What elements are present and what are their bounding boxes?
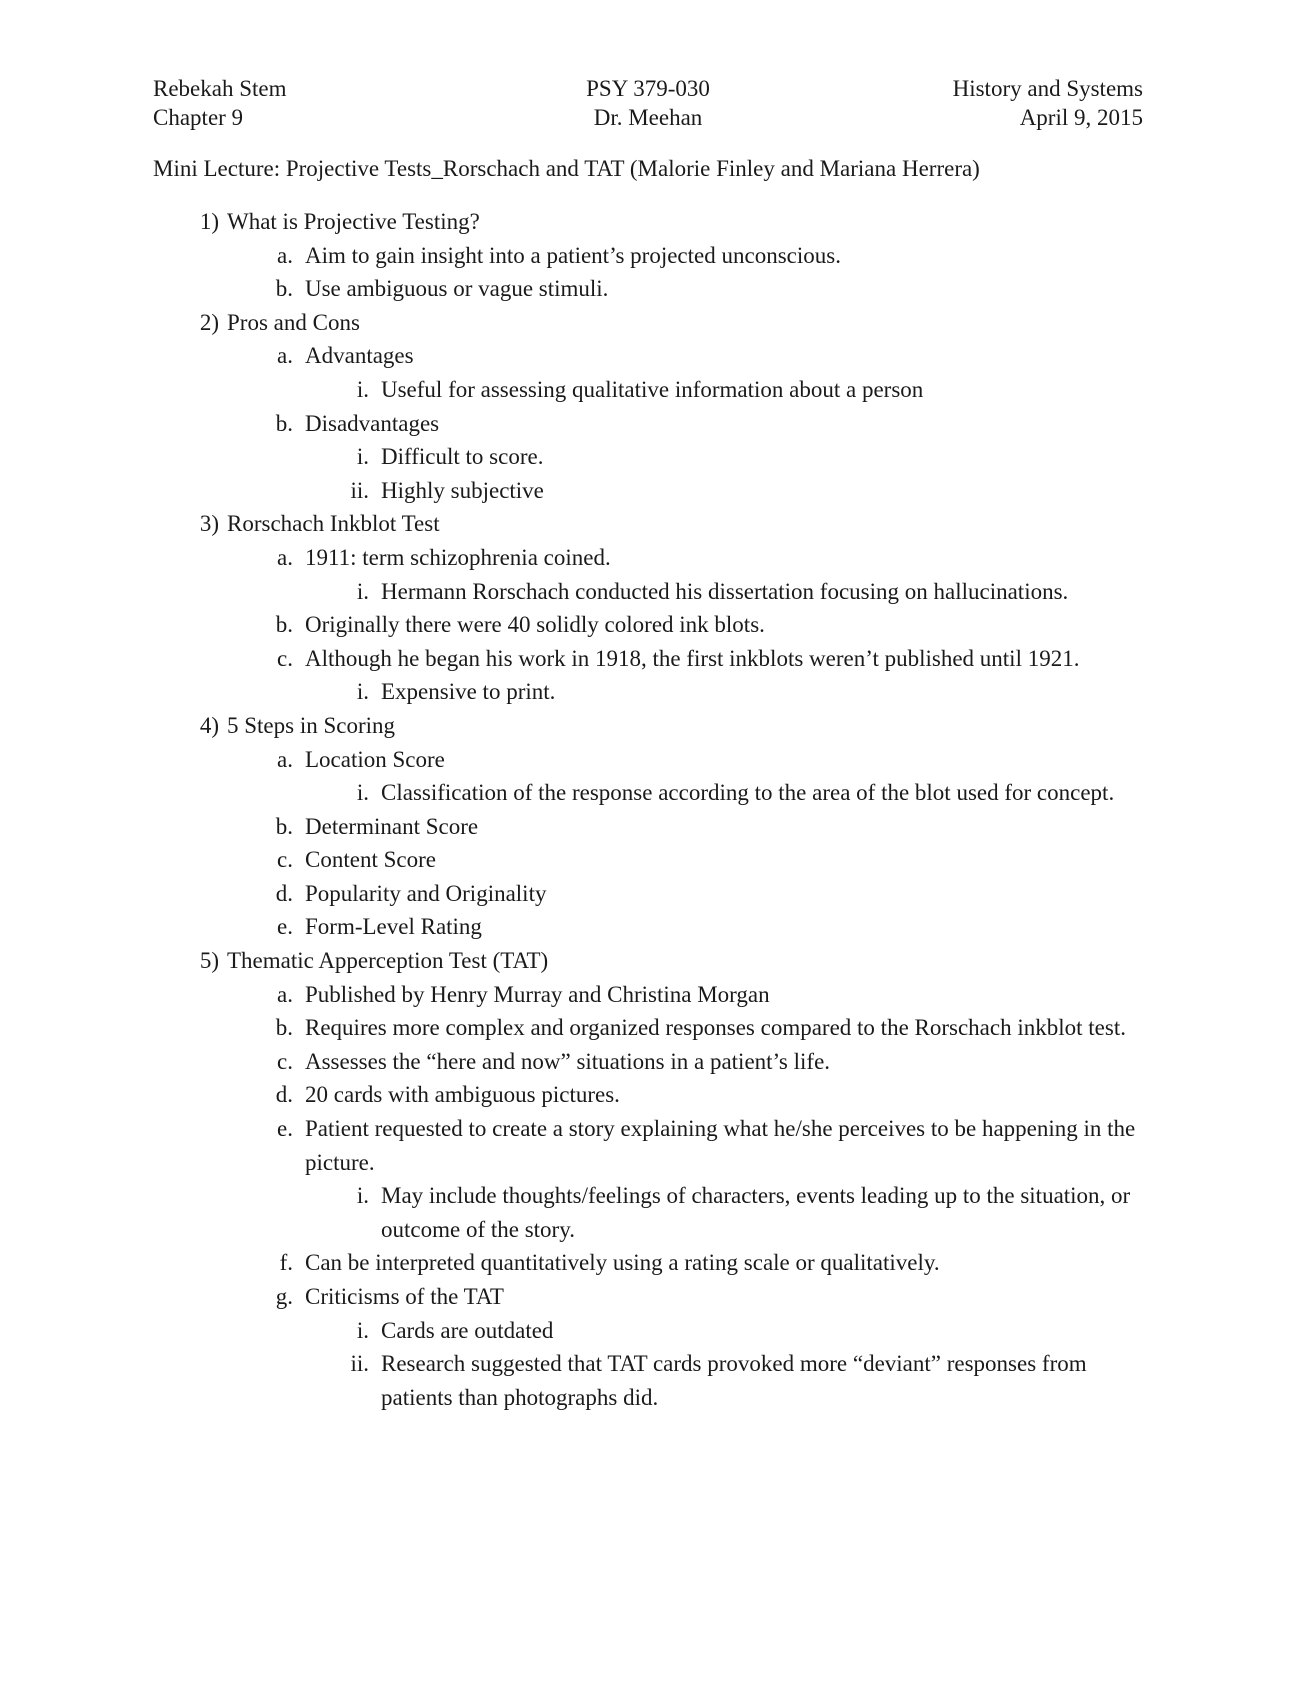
- list-marker: i.: [356, 1317, 369, 1343]
- list-marker: 1): [199, 209, 219, 234]
- list-item-text: Form-Level Rating: [305, 914, 482, 940]
- list-item-text: 20 cards with ambiguous pictures.: [305, 1082, 620, 1108]
- list-item-text: Research suggested that TAT cards provoked more “deviant” responses from patients than photographs did.: [381, 1351, 1087, 1410]
- list-item-text: Expensive to print.: [381, 679, 556, 705]
- list-marker: e.: [277, 914, 293, 940]
- outline-item-level-1: [153, 205, 1143, 239]
- list-item-text: Originally there were 40 solidly colored ink blots.: [305, 612, 765, 638]
- list-item-text: Published by Henry Murray and Christina Morgan: [305, 981, 770, 1007]
- list-item-text: Assesses the “here and now” situations in a patient’s life.: [305, 1048, 831, 1074]
- list-item-text: Aim to gain insight into a patient’s projected unconscious.: [305, 242, 841, 268]
- outline-item-level-2: [153, 910, 1143, 944]
- outline-item-level-2: [153, 743, 1143, 777]
- list-item-text: Use ambiguous or vague stimuli.: [305, 276, 609, 302]
- outline-item-level-1: [153, 306, 1143, 340]
- outline-item-level-3: [153, 675, 1143, 709]
- list-marker: i.: [356, 444, 369, 470]
- course-name: History and Systems: [952, 76, 1143, 101]
- list-item-text: Useful for assessing qualitative information about a person: [381, 376, 924, 402]
- outline-item-level-2: [153, 407, 1143, 441]
- outline-item-level-2: [153, 642, 1143, 676]
- list-marker: a.: [277, 343, 293, 369]
- header-row-1: [153, 74, 1143, 103]
- outline-item-level-2: [153, 1078, 1143, 1112]
- list-marker: b.: [275, 612, 293, 638]
- outline-item-level-3: [153, 474, 1143, 508]
- lecture-title: Mini Lecture: Projective Tests_Rorschach and TAT (Malorie Finley and Mariana Herrera): [153, 156, 980, 181]
- document-date: April 9, 2015: [1019, 105, 1143, 130]
- list-marker: a.: [277, 544, 293, 570]
- outline-item-level-2: [153, 1246, 1143, 1280]
- list-item-text: Location Score: [305, 746, 445, 772]
- outline-item-level-3: [153, 1179, 1143, 1246]
- list-item-text: Although he began his work in 1918, the first inkblots weren’t published until 1921.: [305, 645, 1080, 671]
- instructor-name: Dr. Meehan: [593, 105, 703, 130]
- outline-item-level-2: [153, 339, 1143, 373]
- list-item-text: What is Projective Testing?: [227, 209, 480, 234]
- list-marker: c.: [277, 847, 293, 873]
- list-item-text: May include thoughts/feelings of characters, events leading up to the situation, or outcome of the story.: [381, 1183, 1131, 1242]
- document-header: [153, 74, 1143, 142]
- list-marker: i.: [356, 578, 369, 604]
- list-marker: d.: [275, 880, 293, 906]
- outline-item-level-2: [153, 810, 1143, 844]
- list-marker: b.: [275, 1015, 293, 1041]
- list-item-text: Pros and Cons: [227, 309, 360, 335]
- list-marker: d.: [275, 1082, 293, 1108]
- list-item-text: Classification of the response according to the area of the blot used for concept.: [381, 780, 1115, 806]
- list-marker: e.: [277, 1116, 293, 1142]
- outline-item-level-2: [153, 1045, 1143, 1079]
- outline-item-level-3: [153, 1347, 1143, 1414]
- list-marker: b.: [275, 410, 293, 436]
- lecture-outline: [153, 205, 1143, 1414]
- outline-item-level-2: [153, 843, 1143, 877]
- outline-item-level-1: [153, 507, 1143, 541]
- course-code: PSY 379-030: [586, 76, 710, 101]
- list-item-text: Thematic Apperception Test (TAT): [227, 948, 549, 974]
- list-item-text: Advantages: [305, 343, 414, 369]
- list-item-text: Patient requested to create a story explaining what he/she perceives to be happening in the picture.: [305, 1116, 1136, 1175]
- list-item-text: Content Score: [305, 847, 436, 873]
- list-marker: i.: [356, 679, 369, 705]
- outline-item-level-1: [153, 709, 1143, 743]
- list-marker: a.: [277, 746, 293, 772]
- list-marker: g.: [275, 1284, 293, 1309]
- outline-item-level-3: [153, 575, 1143, 609]
- outline-item-level-3: [153, 776, 1143, 810]
- list-item-text: Can be interpreted quantitatively using a rating scale or qualitatively.: [305, 1250, 940, 1276]
- outline-item-level-3: [153, 1314, 1143, 1348]
- list-marker: b.: [275, 813, 293, 839]
- list-marker: b.: [275, 276, 293, 302]
- list-item-text: Highly subjective: [381, 477, 544, 503]
- list-marker: 5): [199, 948, 219, 974]
- list-marker: 3): [199, 511, 219, 537]
- outline-item-level-2: [153, 1112, 1143, 1179]
- list-item-text: Cards are outdated: [381, 1317, 554, 1343]
- list-marker: 4): [199, 712, 219, 738]
- outline-item-level-1: [153, 944, 1143, 978]
- list-marker: i.: [356, 780, 369, 806]
- outline-item-level-2: [153, 1011, 1143, 1045]
- outline-item-level-2: [153, 978, 1143, 1012]
- list-marker: i.: [356, 376, 369, 402]
- list-item-text: Difficult to score.: [381, 444, 544, 470]
- outline-item-level-3: [153, 440, 1143, 474]
- outline-item-level-2: [153, 877, 1143, 911]
- list-marker: f.: [279, 1250, 293, 1276]
- list-item-text: Hermann Rorschach conducted his dissertation focusing on hallucinations.: [381, 578, 1069, 604]
- outline-item-level-2: [153, 541, 1143, 575]
- outline-item-level-2: [153, 608, 1143, 642]
- outline-item-level-2: [153, 239, 1143, 273]
- list-item-text: 1911: term schizophrenia coined.: [305, 544, 611, 570]
- header-row-2: [153, 103, 1143, 132]
- list-item-text: Criticisms of the TAT: [305, 1284, 504, 1309]
- student-name: Rebekah Stem: [153, 76, 287, 101]
- list-marker: a.: [277, 981, 293, 1007]
- list-marker: ii.: [350, 1351, 369, 1377]
- list-marker: c.: [277, 1048, 293, 1074]
- list-marker: i.: [356, 1183, 369, 1209]
- list-item-text: Rorschach Inkblot Test: [227, 511, 440, 537]
- list-marker: c.: [277, 645, 293, 671]
- list-item-text: Disadvantages: [305, 410, 440, 436]
- list-item-text: 5 Steps in Scoring: [227, 712, 396, 738]
- list-marker: 2): [199, 309, 219, 335]
- chapter-label: Chapter 9: [153, 105, 244, 130]
- outline-item-level-2: [153, 272, 1143, 306]
- list-item-text: Determinant Score: [305, 813, 479, 839]
- outline-item-level-2: [153, 1280, 1143, 1314]
- list-item-text: Requires more complex and organized responses compared to the Rorschach inkblot test.: [305, 1015, 1126, 1041]
- outline-item-level-3: [153, 373, 1143, 407]
- list-marker: a.: [277, 242, 293, 268]
- list-marker: ii.: [350, 477, 369, 503]
- list-item-text: Popularity and Originality: [305, 880, 547, 906]
